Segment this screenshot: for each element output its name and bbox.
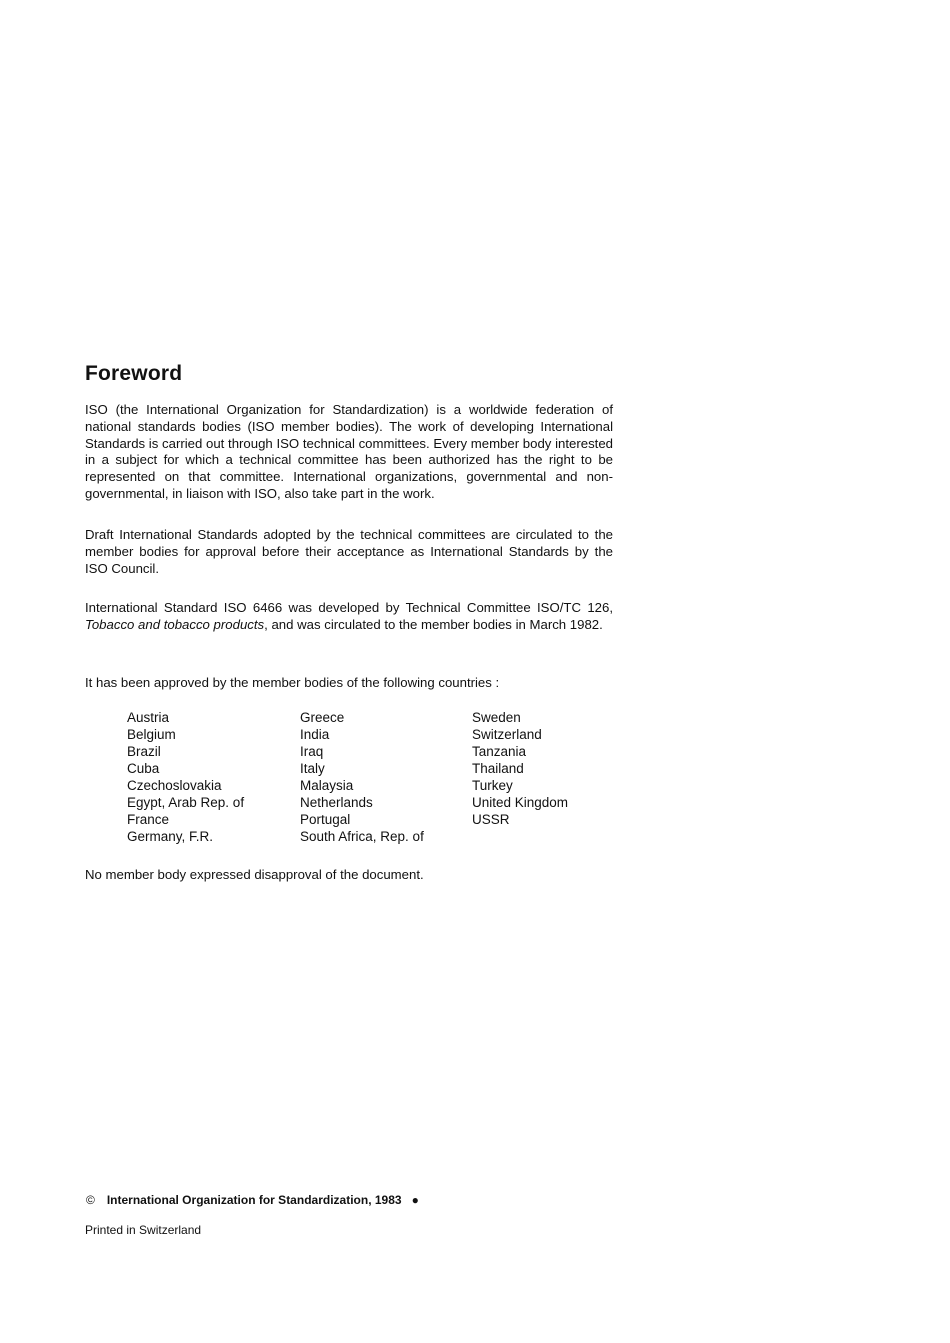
country-item: Austria [127,710,170,725]
country-item: Portugal [300,812,351,827]
country-item: Turkey [472,778,513,793]
country-item: Thailand [472,761,524,776]
country-item: Greece [300,710,345,725]
paragraph-no-disapproval: No member body expressed disapproval of the document. [85,867,424,882]
printed-in-note: Printed in Switzerland [85,1223,202,1237]
country-item: Italy [300,761,325,776]
country-column-1 [127,709,244,845]
country-item: Malaysia [300,778,354,793]
country-item: France [127,812,170,827]
country-item: Egypt, Arab Rep. of [127,795,245,810]
country-item: Sweden [472,710,521,725]
paragraph-draft-standards: Draft International Standards adopted by the technical committees are circulated to the member bodies for approval before their acceptance as International Standards by the ISO Council. [85,527,613,576]
country-item: USSR [472,812,510,827]
country-item: Brazil [127,744,161,759]
paragraph-standard-origin [85,600,613,634]
country-item: Belgium [127,727,176,742]
country-column-3 [472,709,568,828]
country-item: United Kingdom [472,795,569,810]
country-item: Netherlands [300,795,373,810]
country-item: India [300,727,330,742]
country-item: South Africa, Rep. of [300,829,424,844]
country-item: Germany, F.R. [127,829,214,844]
paragraph-approval-intro: It has been approved by the member bodies of the following countries : [85,675,500,690]
paragraph-iso-intro: ISO (the International Organization for Standardization) is a worldwide federation of national standards bodies (ISO member bodies). The work of developing International Standards is carried out through ISO technical committees. Every member body interested in a subject for which a technical committee has been authorized has the right to be represented on that committee. International organizations, governmental and non-governmental, in liaison with ISO, also take part in the work. [85,402,613,501]
bullet-icon: ● [411,1193,419,1207]
page-title: Foreword [85,362,183,385]
country-item: Switzerland [472,727,542,742]
origin-text-suffix: , and was circulated to the member bodies in March 1982. [264,616,603,632]
origin-text-prefix: International Standard ISO 6466 was developed by Technical Committee ISO/TC 126, [85,600,613,615]
country-item: Tanzania [472,744,527,759]
country-column-2 [300,709,424,845]
copyright-icon: © [86,1193,95,1207]
committee-title: Tobacco and tobacco products [85,616,265,632]
copyright-text: International Organization for Standardization, 1983 [106,1193,402,1207]
copyright-line [86,1193,419,1207]
country-item: Czechoslovakia [127,778,222,793]
country-item: Cuba [127,761,160,776]
country-item: Iraq [300,744,324,759]
